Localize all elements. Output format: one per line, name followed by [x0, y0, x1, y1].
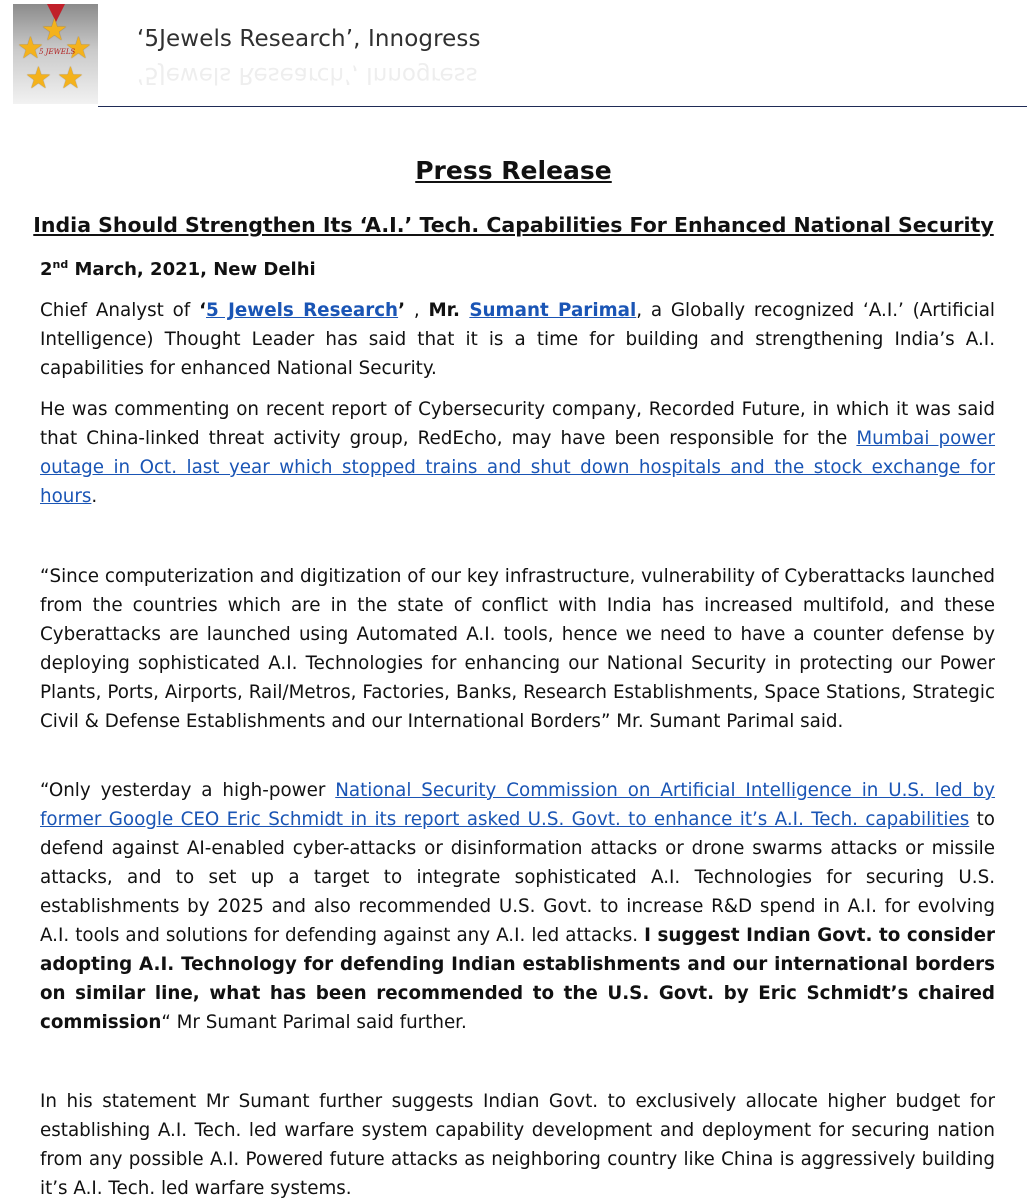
text: “ Mr Sumant Parimal said further. — [161, 1012, 467, 1033]
brand-reflection: ‘5Jewels Research’, Innogress — [137, 62, 478, 88]
paragraph-1 — [40, 296, 995, 383]
link-mumbai-power-outage[interactable]: Mumbai power outage in Oct. last year which stopped trains and shut down hospitals and the stock exchange for hours — [40, 428, 996, 507]
date-rest: March, 2021, New Delhi — [68, 259, 316, 280]
text: ‘ — [199, 300, 207, 321]
header-rule — [98, 106, 1027, 107]
link-sumant-parimal[interactable]: Sumant Parimal — [469, 300, 637, 321]
page-title: Press Release — [415, 156, 612, 185]
paragraph-3: “Since computerization and digitization of our key infrastructure, vulnerability of Cyberattacks launched from the countries which are in the state of conflict with India has increased multifold, and these Cyberattacks are launched using Automated A.I. tools, hence we need to have a counter defense by deploying sophisticated A.I. Technologies for enhancing our National Security in protecting our Power Plants, Ports, Airports, Rail/Metros, Factories, Banks, Research Establishments, Space Stations, Strategic Civil & Defense Establishments and our International Borders” Mr. Sumant Parimal said. — [40, 566, 995, 732]
bold-statement: I suggest Indian Govt. to consider adopting A.I. Technology for defending Indian establishments and our international borders on similar line, what has been recommended to the U.S. Govt. by Eric Schmidt’s chaired commission — [40, 925, 995, 1033]
link-nscai-report[interactable]: National Security Commission on Artificial Intelligence in U.S. led by former Google CEO Eric Schmidt in its report asked U.S. Govt. to enhance it’s A.I. Tech. capabilities — [40, 780, 995, 830]
star-icon: ★ — [57, 61, 84, 96]
text: , a Globally recognized ‘A.I.’ (Artificial Intelligence) Thought Leader has said that it is a time for building and strengthening India’s A.I. capabilities for enhanced National Security. — [40, 300, 995, 379]
star-icon: ★ — [17, 31, 44, 66]
paragraph-2 — [40, 395, 995, 511]
letterhead — [0, 0, 1027, 110]
date-day: 2 — [40, 259, 53, 280]
text: Mr. — [428, 300, 470, 321]
text: . — [91, 486, 98, 507]
brand-name: ‘5Jewels Research’, Innogress — [137, 26, 481, 52]
paragraph-4 — [40, 776, 995, 1037]
star-icon: ★ — [25, 61, 52, 96]
paragraph-5: In his statement Mr Sumant further suggests Indian Govt. to exclusively allocate higher budget for establishing A.I. Tech. led warfare system capability development and deployment for securing nation from any possible A.I. Powered future attacks as neighboring country like China is aggressively building it’s A.I. Tech. led warfare systems. — [40, 1091, 995, 1199]
date-suffix: nd — [52, 258, 69, 271]
dateline — [40, 258, 316, 280]
text: to defend against AI-enabled cyber-attacks or disinformation attacks or drone swarms attacks or missile attacks, and to set up a target to integrate sophisticated A.I. Technologies for securing U.S. establishments by 2025 and also recommended U.S. Govt. to increase R&D spend in A.I. for evolving A.I. tools and solutions for defending against any A.I. led attacks. — [40, 809, 995, 946]
headline: India Should Strengthen Its ‘A.I.’ Tech. Capabilities For Enhanced National Security — [33, 213, 994, 237]
text: ’ — [398, 300, 406, 321]
star-icon: ★ — [65, 31, 92, 66]
text: “Only yesterday a high-power — [40, 780, 336, 801]
text: Chief Analyst of — [40, 300, 200, 321]
five-jewels-logo — [13, 4, 98, 104]
text: , — [405, 300, 429, 321]
text: He was commenting on recent report of Cybersecurity company, Recorded Future, in which it was said that China-linked threat activity group, RedEcho, may have been responsible for the — [40, 399, 995, 449]
link-5-jewels-research[interactable]: 5 Jewels Research — [206, 300, 399, 321]
logo-tag: 5 JEWELS — [39, 48, 76, 56]
star-icon: ★ — [41, 13, 68, 48]
